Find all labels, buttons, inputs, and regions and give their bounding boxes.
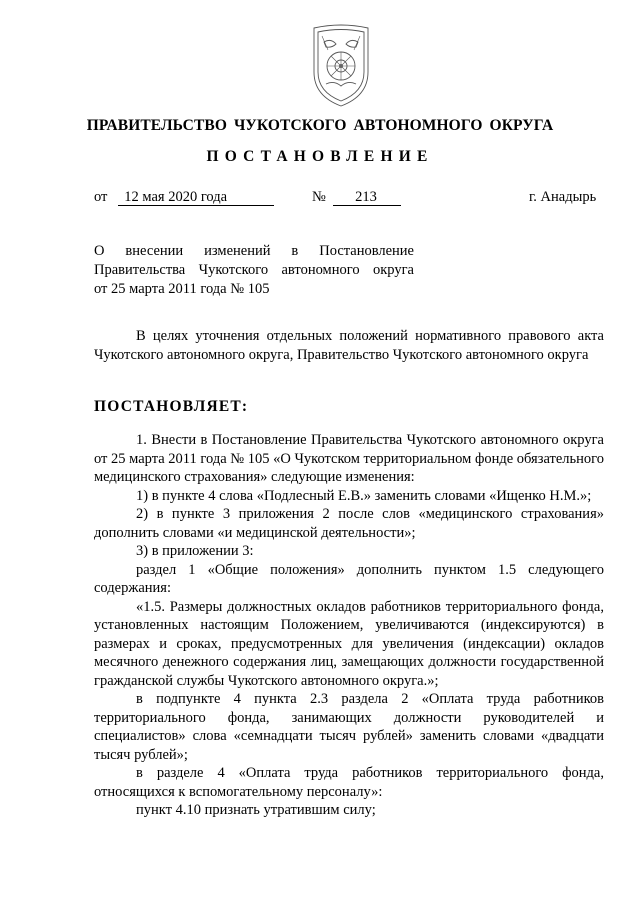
resolve-heading: ПОСТАНОВЛЯЕТ: (94, 398, 249, 415)
number-value: 213 (333, 190, 401, 206)
subject-line: от 25 марта 2011 года № 105 (94, 281, 270, 297)
preamble-text: В целях уточнения отдельных положений нормативного правового акта Чукотского автономного округа, Правительство Чукотского автономного округа (94, 328, 604, 363)
number-label: № (312, 189, 326, 205)
preamble (94, 327, 604, 364)
document-city: г. Анадырь (529, 189, 597, 205)
resolution-items (94, 431, 604, 820)
paragraph: в разделе 4 «Оплата труда работников территориального фонда, относящихся к вспомогательному персоналу»: (94, 765, 604, 800)
document-subject (94, 242, 414, 299)
paragraph: раздел 1 «Общие положения» дополнить пунктом 1.5 следующего содержания: (94, 561, 604, 596)
document-number (312, 189, 401, 206)
date-value: 12 мая 2020 года (118, 190, 274, 206)
paragraph: 1) в пункте 4 слова «Подлесный Е.В.» заменить словами «Ищенко Н.М.»; (136, 487, 592, 504)
paragraph: 3) в приложении 3: (136, 543, 254, 559)
paragraph: 1. Внести в Постановление Правительства Чукотского автономного округа от 25 марта 2011 года № 105 «О Чукотском территориальном фонде обязательного медицинского страхования» следующие изменения: (94, 432, 604, 485)
organization-title: ПРАВИТЕЛЬСТВО ЧУКОТСКОГО АВТОНОМНОГО ОКРУГА (86, 117, 554, 134)
document-type-title: ПОСТАНОВЛЕНИЕ (206, 148, 434, 165)
document-date (94, 189, 274, 206)
subject-line: О внесении изменений в Постановление (94, 243, 414, 259)
date-label: от (94, 189, 108, 205)
paragraph: в подпункте 4 пункта 2.3 раздела 2 «Оплата труда работников территориального фонда, занимающих должности руководителей и специалистов» слова «семнадцати тысяч рублей» заменить словами «двадцати тысяч рублей»; (94, 691, 604, 763)
coat-of-arms-emblem (304, 20, 378, 110)
subject-line: Правительства Чукотского автономного округа (94, 262, 414, 278)
paragraph: 2) в пункте 3 приложения 2 после слов «медицинского страхования» дополнить словами «и медицинской деятельности»; (94, 506, 604, 541)
paragraph: «1.5. Размеры должностных окладов работников территориального фонда, установленных настоящим Положением, увеличиваются (индексируются) в размерах и сроках, предусмотренных для увеличения (индексации) окладов месячного денежного содержания лиц, замещающих должности государственной гражданской службы Чукотского автономного округа.»; (94, 598, 604, 689)
paragraph: пункт 4.10 признать утратившим силу; (136, 802, 376, 818)
